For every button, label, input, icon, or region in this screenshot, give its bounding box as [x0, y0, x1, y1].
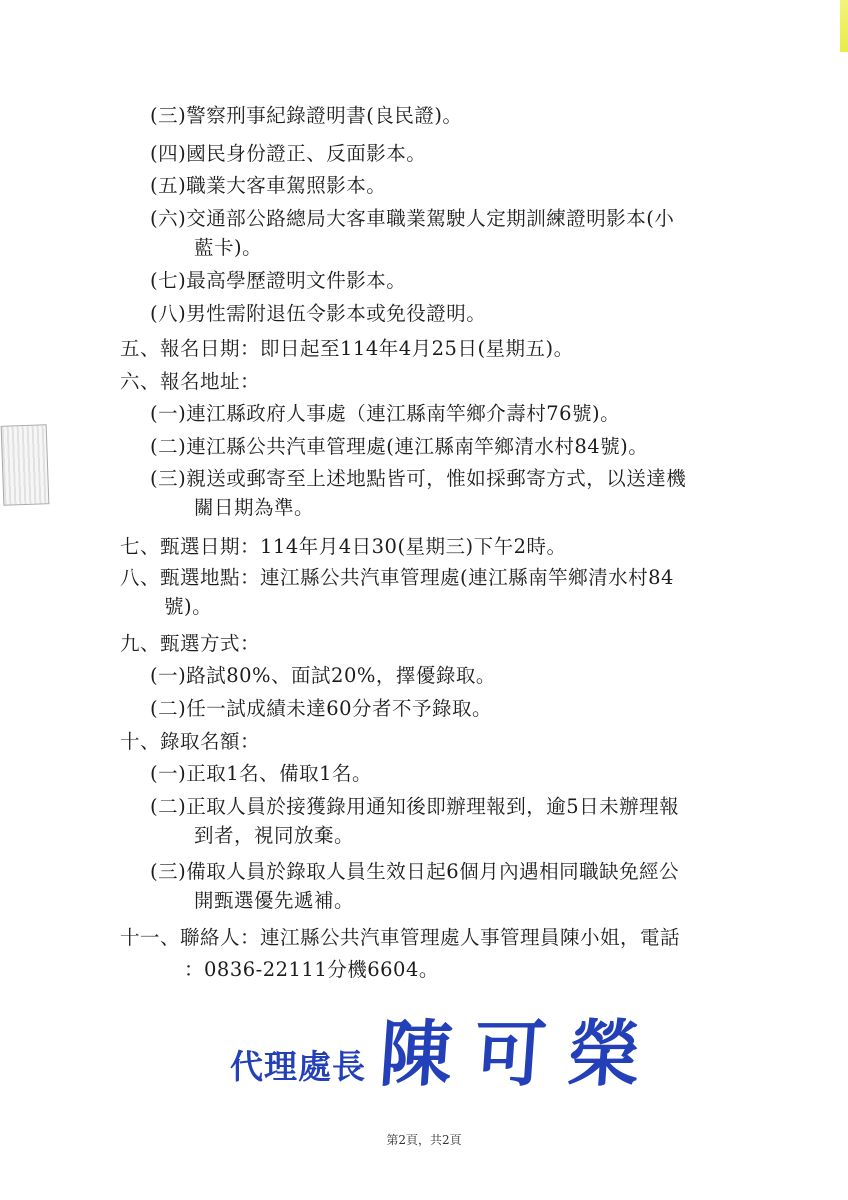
- doc-line-23: 到者，視同放棄。: [194, 824, 355, 847]
- doc-line-27: ：0836-22111分機6604。: [184, 958, 439, 981]
- doc-line-14: 七、甄選日期：114年月4日30(星期三)下午2時。: [120, 535, 567, 558]
- doc-line-25: 開甄選優先遞補。: [194, 889, 355, 912]
- doc-line-22: (二)正取人員於接獲錄用通知後即辦理報到，逾5日未辦理報: [150, 795, 680, 818]
- doc-line-18: (一)路試80%、面試20%，擇優錄取。: [150, 664, 496, 687]
- doc-line-7: (八)男性需附退伍令影本或免役證明。: [150, 302, 487, 325]
- doc-line-21: (一)正取1名、備取1名。: [150, 762, 373, 785]
- doc-line-15: 八、甄選地點：連江縣公共汽車管理處(連江縣南竿鄉清水村84: [120, 566, 674, 589]
- doc-line-4: (六)交通部公路總局大客車職業駕駛人定期訓練證明影本(小: [150, 207, 675, 230]
- doc-line-16: 號)。: [164, 595, 213, 618]
- doc-line-10: (一)連江縣政府人事處（連江縣南竿鄉介壽村76號)。: [150, 402, 621, 425]
- doc-line-1: (三)警察刑事紀錄證明書(良民證)。: [150, 104, 463, 127]
- page-number: 第2頁，共2頁: [386, 1133, 462, 1147]
- doc-line-11: (二)連江縣公共汽車管理處(連江縣南竿鄉清水村84號)。: [150, 435, 649, 458]
- doc-line-13: 關日期為準。: [194, 496, 315, 519]
- signature-name: 陳可榮: [377, 1011, 666, 1096]
- doc-line-19: (二)任一試成績未達60分者不予錄取。: [150, 697, 493, 720]
- doc-line-12: (三)親送或郵寄至上述地點皆可，惟如採郵寄方式，以送達機: [150, 467, 687, 490]
- margin-stamp: [1, 424, 50, 506]
- signature-stamp: [230, 1008, 666, 1100]
- signature-title: 代理處長: [230, 1047, 366, 1086]
- doc-line-6: (七)最高學歷證明文件影本。: [150, 269, 407, 292]
- doc-line-24: (三)備取人員於錄取人員生效日起6個月內遇相同職缺免經公: [150, 860, 680, 883]
- doc-line-9: 六、報名地址：: [120, 370, 261, 393]
- doc-line-20: 十、錄取名額：: [120, 730, 261, 753]
- doc-line-2: (四)國民身份證正、反面影本。: [150, 142, 427, 165]
- doc-line-26: 十一、聯絡人：連江縣公共汽車管理處人事管理員陳小姐，電話: [120, 926, 681, 949]
- page-edge-tab: [840, 0, 848, 52]
- doc-line-5: 藍卡)。: [194, 236, 263, 259]
- doc-line-3: (五)職業大客車駕照影本。: [150, 174, 387, 197]
- doc-line-8: 五、報名日期：即日起至114年4月25日(星期五)。: [120, 337, 574, 360]
- doc-line-17: 九、甄選方式：: [120, 632, 261, 655]
